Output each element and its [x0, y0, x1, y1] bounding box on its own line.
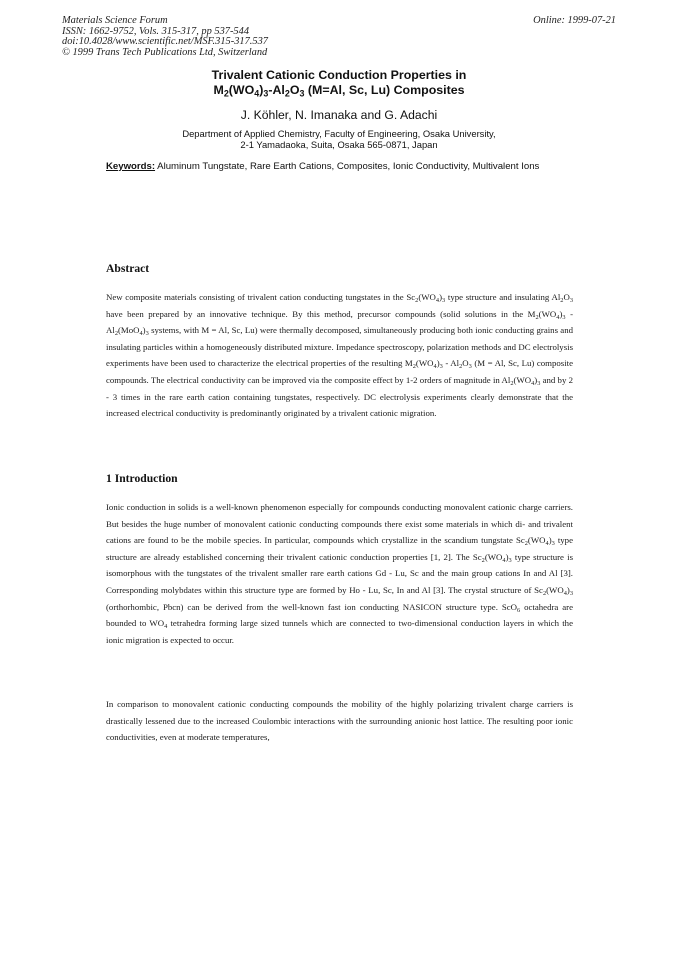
journal-header — [62, 16, 268, 58]
affiliation-line-2: 2-1 Yamadaoka, Suita, Osaka 565-0871, Japan — [240, 139, 438, 151]
abstract-heading: Abstract — [106, 262, 150, 275]
doi-line: doi:10.4028/www.scientific.net/MSF.315-317.537 — [62, 36, 268, 48]
author-list: J. Köhler, N. Imanaka and G. Adachi — [240, 108, 438, 122]
abstract-text: New composite materials consisting of trivalent cation conducting tungstates in the $Sc_2(WO_4)_3$ type structure and insulating $Al_2O_3$ have been prepared by an innovative technique. By this method, precursor compounds (solid solutions in the $M_2(WO_4)_3 - Al_2(MoO_4)_3$ systems, with M = Al, Sc, Lu) were thermally decomposed, simultaneously producing both ionic conducting grains and insulating particles within a homogeneously distributed mixture. Impedance spectroscopy, polarization methods and DC electrolysis experiments have been used to characterize the electrical properties of the resulting $M_2(WO_4)_3 - Al_2O_3$ (M = Al, Sc, Lu) composite compounds. The electrical conductivity can be improved via the composite effect by 1-2 orders of magnitude in $Al_2(WO_4)_3$ and by 2 - 3 times in the rare earth cation containing tungstates, respectively. DC electrolysis experiments clearly demonstrate that the increased electrical conductivity is predominantly originated by a trivalent cationic migration. — [106, 292, 574, 419]
title-line-1: Trivalent Cationic Conduction Properties in — [211, 68, 467, 82]
copyright-line: © 1999 Trans Tech Publications Ltd, Switzerland — [62, 46, 268, 58]
keywords-label: Keywords: — [106, 161, 156, 172]
keywords-text: Aluminum Tungstate, Rare Earth Cations, Composites, Ionic Conductivity, Multivalent Ions — [155, 161, 540, 172]
paper-title — [0, 68, 678, 98]
affiliation-line-1: Department of Applied Chemistry, Faculty of Engineering, Osaka University, — [182, 128, 496, 139]
issn-line: ISSN: 1662-9752, Vols. 315-317, pp 537-544 — [62, 25, 250, 37]
journal-name: Materials Science Forum — [62, 15, 168, 26]
introduction-heading: 1 Introduction — [106, 472, 178, 485]
introduction-paragraph-2: In comparison to monovalent cationic conducting compounds the mobility of the highly polarizing trivalent charge carriers is drastically lessened due to the increased Coulombic interactions with the surrounding anionic host lattice. The resulting poor ionic conductivities, even at moderate temperatures, — [106, 699, 573, 743]
affiliation — [0, 128, 678, 151]
keywords — [106, 161, 574, 172]
online-date: Online: 1999-07-21 — [533, 15, 616, 26]
title-line-2: $M_2(WO_4)_3-Al_2O_3$ (M=Al, Sc, Lu) Composites — [213, 82, 465, 99]
introduction-paragraph-1: Ionic conduction in solids is a well-known phenomenon especially for compounds conducting monovalent cationic charge carriers. But besides the huge number of monovalent cationic conducting compounds there exist some materials in which di- and trivalent cations are found to be the mobile species. In particular, compounds which crystallize in the scandium tungstate $Sc_2(WO_4)_3$ type structure are already established concerning their trivalent cationic conduction properties [1, 2]. The $Sc_2(WO_4)_3$ type structure is isomorphous with the tungstates of the trivalent smaller rare earth cations Gd - Lu, Sc and the main group cations In and Al [3]. Corresponding molybdates within this structure type are formed by Ho - Lu, Sc, In and Al [3]. The crystal structure of $Sc_2(WO_4)_3$ (orthorhombic, Pbcn) can be derived from the well-known fast ion conducting NASICON structure type. ScO$_6$ octahedra are bounded to $WO_4$ tetrahedra forming large sized tunnels which are connected to two-dimensional conduction layers in which the ionic migration is expected to occur. — [106, 502, 573, 645]
